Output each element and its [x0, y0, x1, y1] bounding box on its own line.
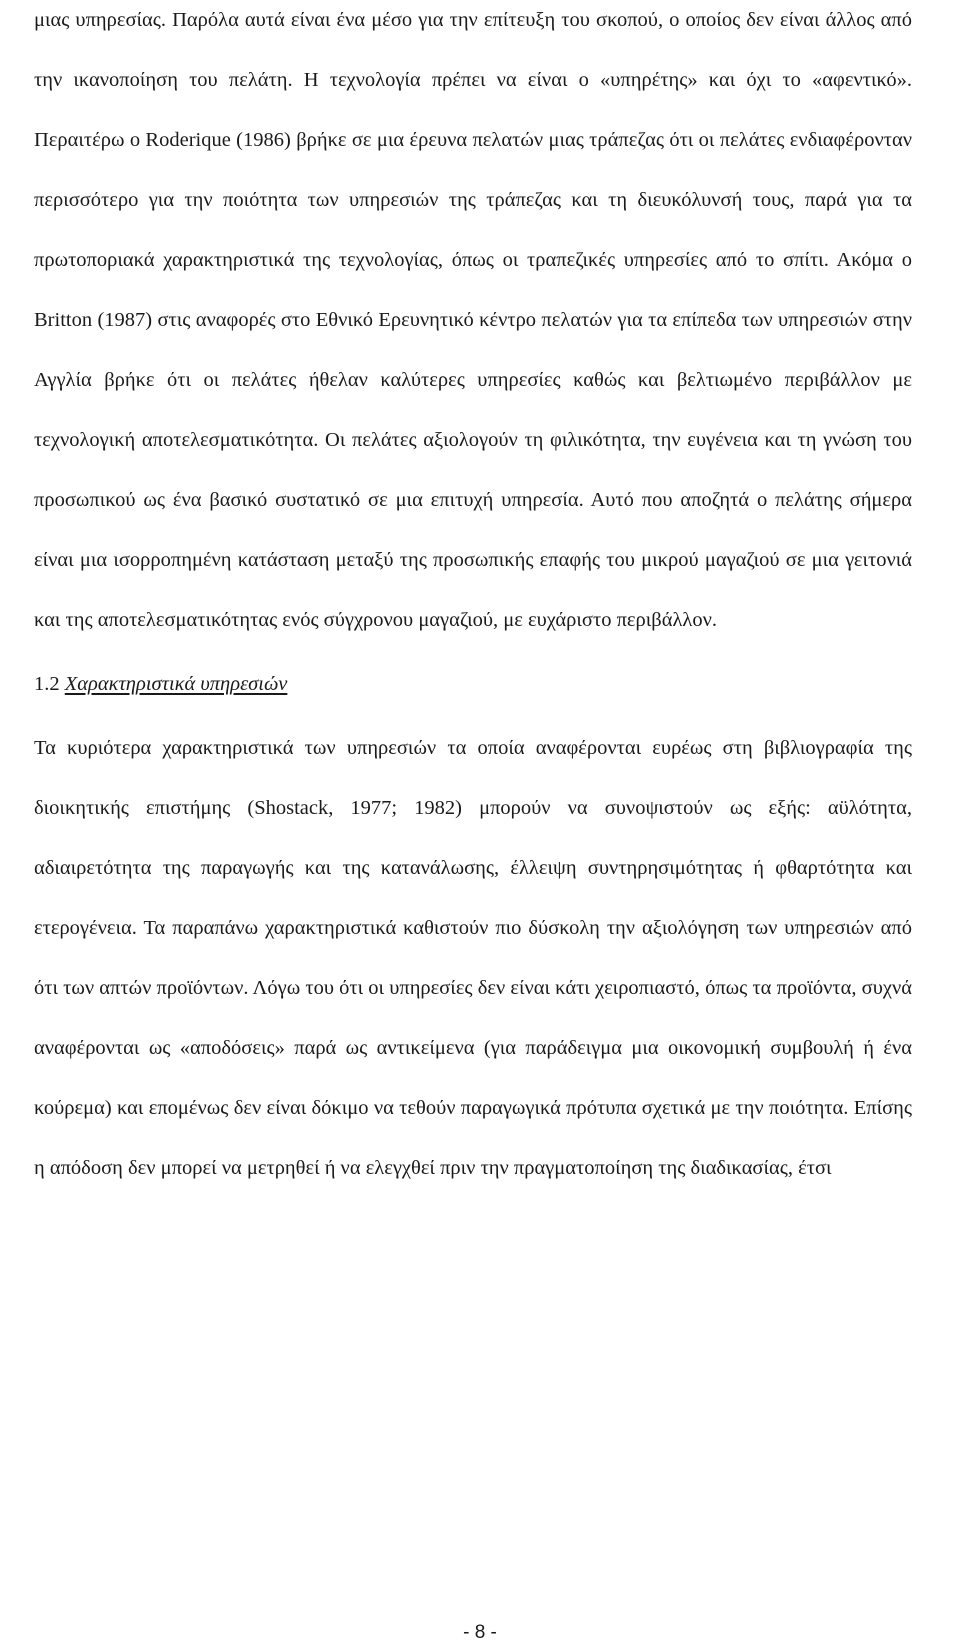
section-number: 1.2 [34, 673, 60, 695]
body-paragraph: Τα κυριότερα χαρακτηριστικά των υπηρεσιών τα οποία αναφέρονται ευρέως στη βιβλιογραφία της διοικητικής επιστήμης (Shostack, 1977; 1982) μπορούν να συνοψιστούν ως εξής: αϋλότητα, αδιαιρετότητα της παραγωγής και της κατανάλωσης, έλλειψη συντηρησιμότητας ή φθαρτότητα και ετερογένεια. Τα παραπάνω χαρακτηριστικά καθιστούν πιο δύσκολη την αξιολόγηση των υπηρεσιών από ότι των απτών προϊόντων. Λόγω του ότι οι υπηρεσίες δεν είναι κάτι χειροπιαστό, όπως τα προϊόντα, συχνά αναφέρονται ως «αποδόσεις» παρά ως αντικείμενα (για παράδειγμα μια οικονομική συμβουλή ή ένα κούρεμα) και επομένως δεν είναι δόκιμο να τεθούν παραγωγικά πρότυπα σχετικά με την ποιότητα. Επίσης η απόδοση δεν μπορεί να μετρηθεί ή να ελεγχθεί πριν την πραγματοποίηση της διαδικασίας, έτσι [34, 737, 912, 1179]
document-page [34, 0, 912, 1198]
body-paragraph: μιας υπηρεσίας. Παρόλα αυτά είναι ένα μέσο για την επίτευξη του σκοπού, ο οποίος δεν είναι άλλος από την ικανοποίηση του πελάτη. Η τεχνολογία πρέπει να είναι ο «υπηρέτης» και όχι το «αφεντικό». Περαιτέρω ο Roderique (1986) βρήκε σε μια έρευνα πελατών μιας τράπεζας ότι οι πελάτες ενδιαφέρονταν περισσότερο για την ποιότητα των υπηρεσιών της τράπεζας και τη διευκόλυνσή τους, παρά για τα πρωτοποριακά χαρακτηριστικά της τεχνολογίας, όπως οι τραπεζικές υπηρεσίες από το σπίτι. Ακόμα ο Britton (1987) στις αναφορές στο Εθνικό Ερευνητικό κέντρο πελατών για τα επίπεδα των υπηρεσιών στην Αγγλία βρήκε ότι οι πελάτες ήθελαν καλύτερες υπηρεσίες καθώς και βελτιωμένο περιβάλλον με τεχνολογική αποτελεσματικότητα. Οι πελάτες αξιολογούν τη φιλικότητα, την ευγένεια και τη γνώση του προσωπικού ως ένα βασικό συστατικό σε μια επιτυχή υπηρεσία. Αυτό που αποζητά ο πελάτης σήμερα είναι μια ισορροπημένη κατάσταση μεταξύ της προσωπικής επαφής του μικρού μαγαζιού σε μια γειτονιά και της αποτελεσματικότητας ενός σύγχρονου μαγαζιού, με ευχάριστο περιβάλλον. [34, 9, 912, 631]
page-number: - 8 - [463, 1622, 497, 1643]
section-heading [34, 650, 912, 718]
section-title: Χαρακτηριστικά υπηρεσιών [64, 673, 288, 695]
